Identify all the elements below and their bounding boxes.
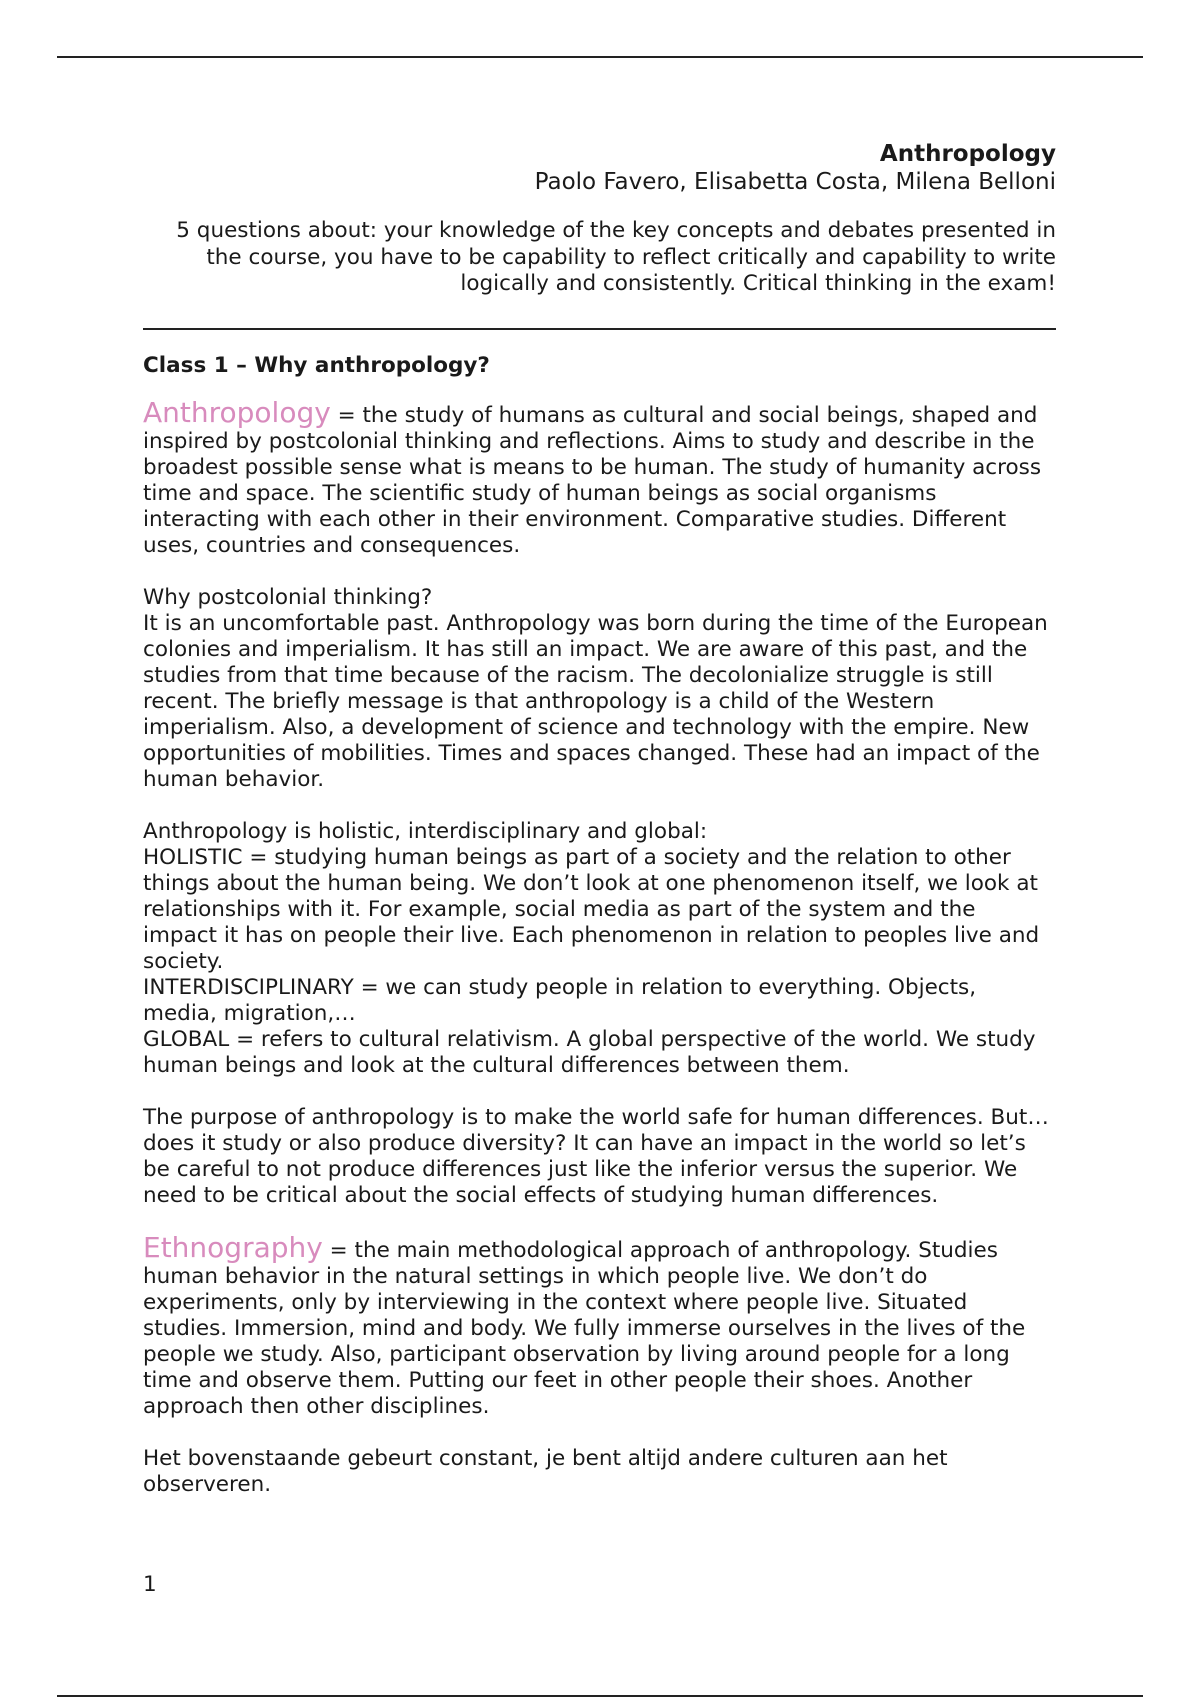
ethnography-definition-text: = the main methodological approach of anthropology. Studies human behavior in the natural settings in which people live. We don’t do experiments, only by interviewing in the context where people live. Situated studies. Immersion, mind and body. We fully immerse ourselves in the lives of the people we study. Also, participant observation by living around people for a long time and observe them. Putting our feet in other people their shoes. Another approach then other disciplines. [143,1237,1026,1419]
document-authors: Paolo Favero, Elisabetta Costa, Milena Belloni [534,169,1056,195]
bottom-page-rule [57,1695,1143,1697]
anthropology-term: Anthropology [143,395,331,429]
anthropology-definition [143,395,1056,559]
anthropology-definition-text: = the study of humans as cultural and social beings, shaped and inspired by postcolonial thinking and reflections. Aims to study and describe in the broadest possible sense what is means to be human. The study of humanity across time and space. The scientific study of human beings as social organisms interacting with each other in their environment. Comparative studies. Different uses, countries and consequences. [143,402,1042,558]
purpose-paragraph: The purpose of anthropology is to make the world safe for human differences. But… does it study or also produce diversity? It can have an impact in the world so let’s be careful to not produce differences just like the inferior versus the superior. We need to be critical about the social effects of studying human differences. [143,1104,1049,1208]
dutch-note: Het bovenstaande gebeurt constant, je bent altijd andere culturen aan het observeren. [143,1445,948,1497]
postcolonial-question: Why postcolonial thinking? [143,584,433,610]
header-divider [143,328,1056,330]
global-definition: GLOBAL = refers to cultural relativism. A global perspective of the world. We study human beings and look at the cultural differences between them. [143,1026,1036,1078]
document-body [143,140,1056,1498]
section-heading: Class 1 – Why anthropology? [143,352,490,378]
ethnography-definition [143,1230,1056,1420]
document-title: Anthropology [879,141,1056,167]
interdisciplinary-definition: INTERDISCIPLINARY = we can study people in relation to everything. Objects, media, migration,… [143,974,977,1026]
holistic-block [143,819,1056,1079]
holistic-intro: Anthropology is holistic, interdisciplinary and global: [143,818,708,844]
document-header [143,140,1056,298]
postcolonial-block [143,585,1056,793]
postcolonial-text: It is an uncomfortable past. Anthropology was born during the time of the European colonies and imperialism. It has still an impact. We are aware of this past, and the studies from that time because of the racism. The decolonialize struggle is still recent. The briefly message is that anthropology is a child of the Western imperialism. Also, a development of science and technology with the empire. New opportunities of mobilities. Times and spaces changed. These had an impact of the human behavior. [143,610,1048,792]
holistic-definition: HOLISTIC = studying human beings as part of a society and the relation to other things about the human being. We don’t look at one phenomenon itself, we look at relationships with it. For example, social media as part of the system and the impact it has on people their live. Each phenomenon in relation to peoples live and society. [143,844,1040,974]
exam-intro: 5 questions about: your knowledge of the key concepts and debates presented in the course, you have to be capability to reflect critically and capability to write logically and consistently. Critical thinking in the exam! [176,218,1056,296]
top-page-rule [57,56,1143,58]
page-number: 1 [143,1572,157,1597]
ethnography-term: Ethnography [143,1230,323,1264]
